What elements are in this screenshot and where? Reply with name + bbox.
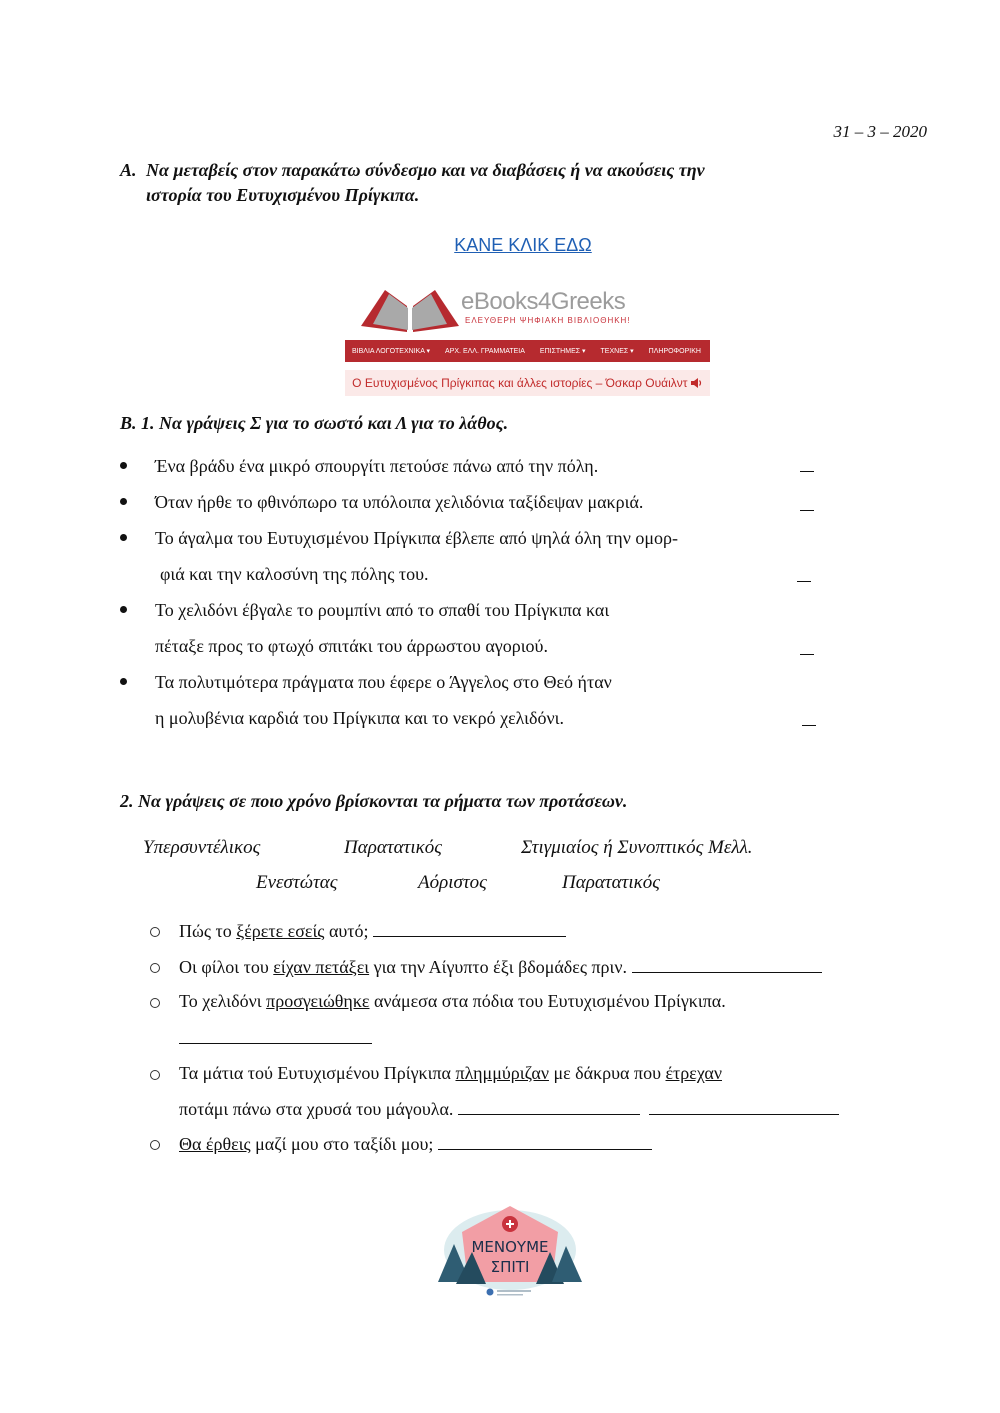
list-circle (150, 1070, 160, 1080)
ebooks-book-title-text: Ο Ευτυχισμένος Πρίγκιπας και άλλες ιστορίες – Όσκαρ Ουάιλντ (352, 376, 688, 390)
tf-statement-3-line2: φιά και την καλοσύνη της πόλης του. (160, 564, 429, 584)
sentence-3-verb: προσγειώθηκε (266, 991, 370, 1011)
list-circle (150, 998, 160, 1008)
bullet-dot (120, 678, 127, 685)
ebooks-tagline: ΕΛΕΥΘΕΡΗ ΨΗΦΙΑΚΗ ΒΙΒΛΙΟΘΗΚΗ! (465, 316, 631, 325)
sentence-1 (179, 920, 566, 942)
tf-answer-blank-5[interactable] (802, 725, 816, 726)
tf-statement-2: Όταν ήρθε το φθινόπωρο τα υπόλοιπα χελιδόνια ταξίδεψαν μακριά. (155, 492, 644, 512)
sentence-4-answer-blank-2[interactable] (649, 1098, 839, 1115)
tf-statement-5-line2: η μολυβένια καρδιά του Πρίγκιπα και το νεκρό χελιδόνι. (155, 708, 564, 728)
speaker-icon (691, 378, 703, 388)
ebooks4greeks-banner[interactable] (345, 280, 710, 400)
bullet-dot (120, 606, 127, 613)
tf-statement-4-line1: Το χελιδόνι έβγαλε το ρουμπίνι από το σπαθί του Πρίγκιπα και (155, 600, 610, 620)
bullet-dot (120, 498, 127, 505)
section-a-marker: Α. (120, 160, 137, 180)
sentence-4-verb2: έτρεχαν (665, 1063, 722, 1083)
section-b2-title: 2. Να γράψεις σε ποιο χρόνο βρίσκονται τα ρήματα των προτάσεων. (120, 791, 628, 811)
tf-answer-blank-2[interactable] (800, 510, 814, 511)
tense-option-pluperfect: Υπερσυντέλικος (143, 837, 261, 858)
menu-item-sciences[interactable]: ΕΠΙΣΤΗΜΕΣ ▾ (539, 348, 586, 355)
menu-item-arts[interactable]: ΤΕΧΝΕΣ ▾ (600, 348, 634, 355)
sentence-4-mid: με δάκρυα που (548, 1063, 666, 1083)
sentence-4-line2-text: ποτάμι πάνω στα χρυσά του μάγουλα. (179, 1099, 458, 1119)
tf-statement-5-line1: Τα πολυτιμότερα πράγματα που έφερε ο Άγγελος στο Θεό ήταν (155, 672, 612, 692)
menu-item-ancient-greek[interactable]: ΑΡΧ. ΕΛΛ. ΓΡΑΜΜΑΤΕΙΑ (445, 347, 525, 355)
sentence-4-line1 (179, 1063, 722, 1084)
ebooks-book-title (345, 370, 710, 396)
sentence-2 (179, 956, 822, 978)
sentence-2-pre: Οι φίλοι του (179, 957, 274, 977)
menu-item-informatics[interactable]: ΠΛΗΡΟΦΟΡΙΚΗ (648, 347, 701, 355)
sentence-4-answer-blank-1[interactable] (458, 1098, 640, 1115)
sentence-1-answer-blank[interactable] (373, 920, 566, 937)
tense-option-simple-future: Στιγμιαίος ή Συνοπτικός Μελλ. (521, 837, 753, 858)
stay-home-line1: ΜΕΝΟΥΜΕ (471, 1238, 549, 1256)
bullet-dot (120, 462, 127, 469)
house-with-trees-icon (432, 1202, 587, 1302)
sentence-1-post: αυτό; (324, 921, 374, 941)
list-circle (150, 927, 160, 937)
sentence-2-answer-blank[interactable] (632, 956, 822, 973)
section-a-instruction-line2: ιστορία του Ευτυχισμένου Πρίγκιπα. (146, 185, 420, 205)
sentence-1-verb: ξέρετε εσείς (236, 921, 325, 941)
click-here-link[interactable]: ΚΑΝΕ ΚΛΙΚ ΕΔΩ (454, 235, 592, 255)
sentence-1-pre: Πώς το (179, 921, 237, 941)
section-b1-title: Β. 1. Να γράψεις Σ για το σωστό και Λ για το λάθος. (120, 413, 509, 433)
sentence-3-pre: Το χελιδόνι (179, 991, 267, 1011)
tense-option-imperfect-2: Παρατατικός (562, 872, 660, 893)
sentence-2-verb: είχαν πετάξει (273, 957, 370, 977)
sentence-4-verb1: πλημμύριζαν (455, 1063, 549, 1083)
ebooks-brand-name: eBooks4Greeks (461, 288, 626, 315)
sentence-5 (179, 1133, 652, 1155)
menu-item-literature[interactable]: ΒΙΒΛΙΑ ΛΟΓΟΤΕΧΝΙΚΑ ▾ (352, 348, 431, 355)
tf-statement-3-line1: Το άγαλμα του Ευτυχισμένου Πρίγκιπα έβλεπε από ψηλά όλη την ομορ- (155, 528, 678, 548)
sentence-5-answer-blank[interactable] (438, 1133, 652, 1150)
date: 31 – 3 – 2020 (833, 122, 927, 141)
tf-statement-1: Ένα βράδυ ένα μικρό σπουργίτι πετούσε πάνω από την πόλη. (155, 456, 599, 476)
tense-option-imperfect: Παρατατικός (344, 837, 442, 858)
sentence-3 (179, 991, 726, 1012)
sentence-4-line2 (179, 1098, 839, 1120)
tf-answer-blank-4[interactable] (800, 654, 814, 655)
tense-option-present: Ενεστώτας (256, 872, 338, 893)
stay-home-line2: ΣΠΙΤΙ (490, 1258, 530, 1276)
tf-answer-blank-3[interactable] (797, 581, 811, 582)
tense-option-aorist: Αόριστος (418, 872, 487, 893)
sentence-5-verb: Θα έρθεις (179, 1134, 251, 1154)
list-circle (150, 963, 160, 973)
sentence-5-post: μαζί μου στο ταξίδι μου; (250, 1134, 438, 1154)
sentence-4-pre: Τα μάτια τού Ευτυχισμένου Πρίγκιπα (179, 1063, 456, 1083)
sentence-2-post: για την Αίγυπτο έξι βδομάδες πριν. (369, 957, 632, 977)
bullet-dot (120, 534, 127, 541)
list-circle (150, 1140, 160, 1150)
sentence-3-post: ανάμεσα στα πόδια του Ευτυχισμένου Πρίγκιπα. (369, 991, 726, 1011)
open-book-logo-icon (355, 284, 465, 334)
sentence-3-answer-blank[interactable] (179, 1043, 372, 1044)
stay-home-logo (432, 1202, 587, 1302)
section-a-instruction-line1: Να μεταβείς στον παρακάτω σύνδεσμο και να διαβάσεις ή να ακούσεις την (146, 160, 705, 180)
tf-statement-4-line2: πέταξε προς το φτωχό σπιτάκι του άρρωστου αγοριού. (155, 636, 548, 656)
tf-answer-blank-1[interactable] (800, 471, 814, 472)
ebooks-menu-bar (345, 340, 710, 362)
